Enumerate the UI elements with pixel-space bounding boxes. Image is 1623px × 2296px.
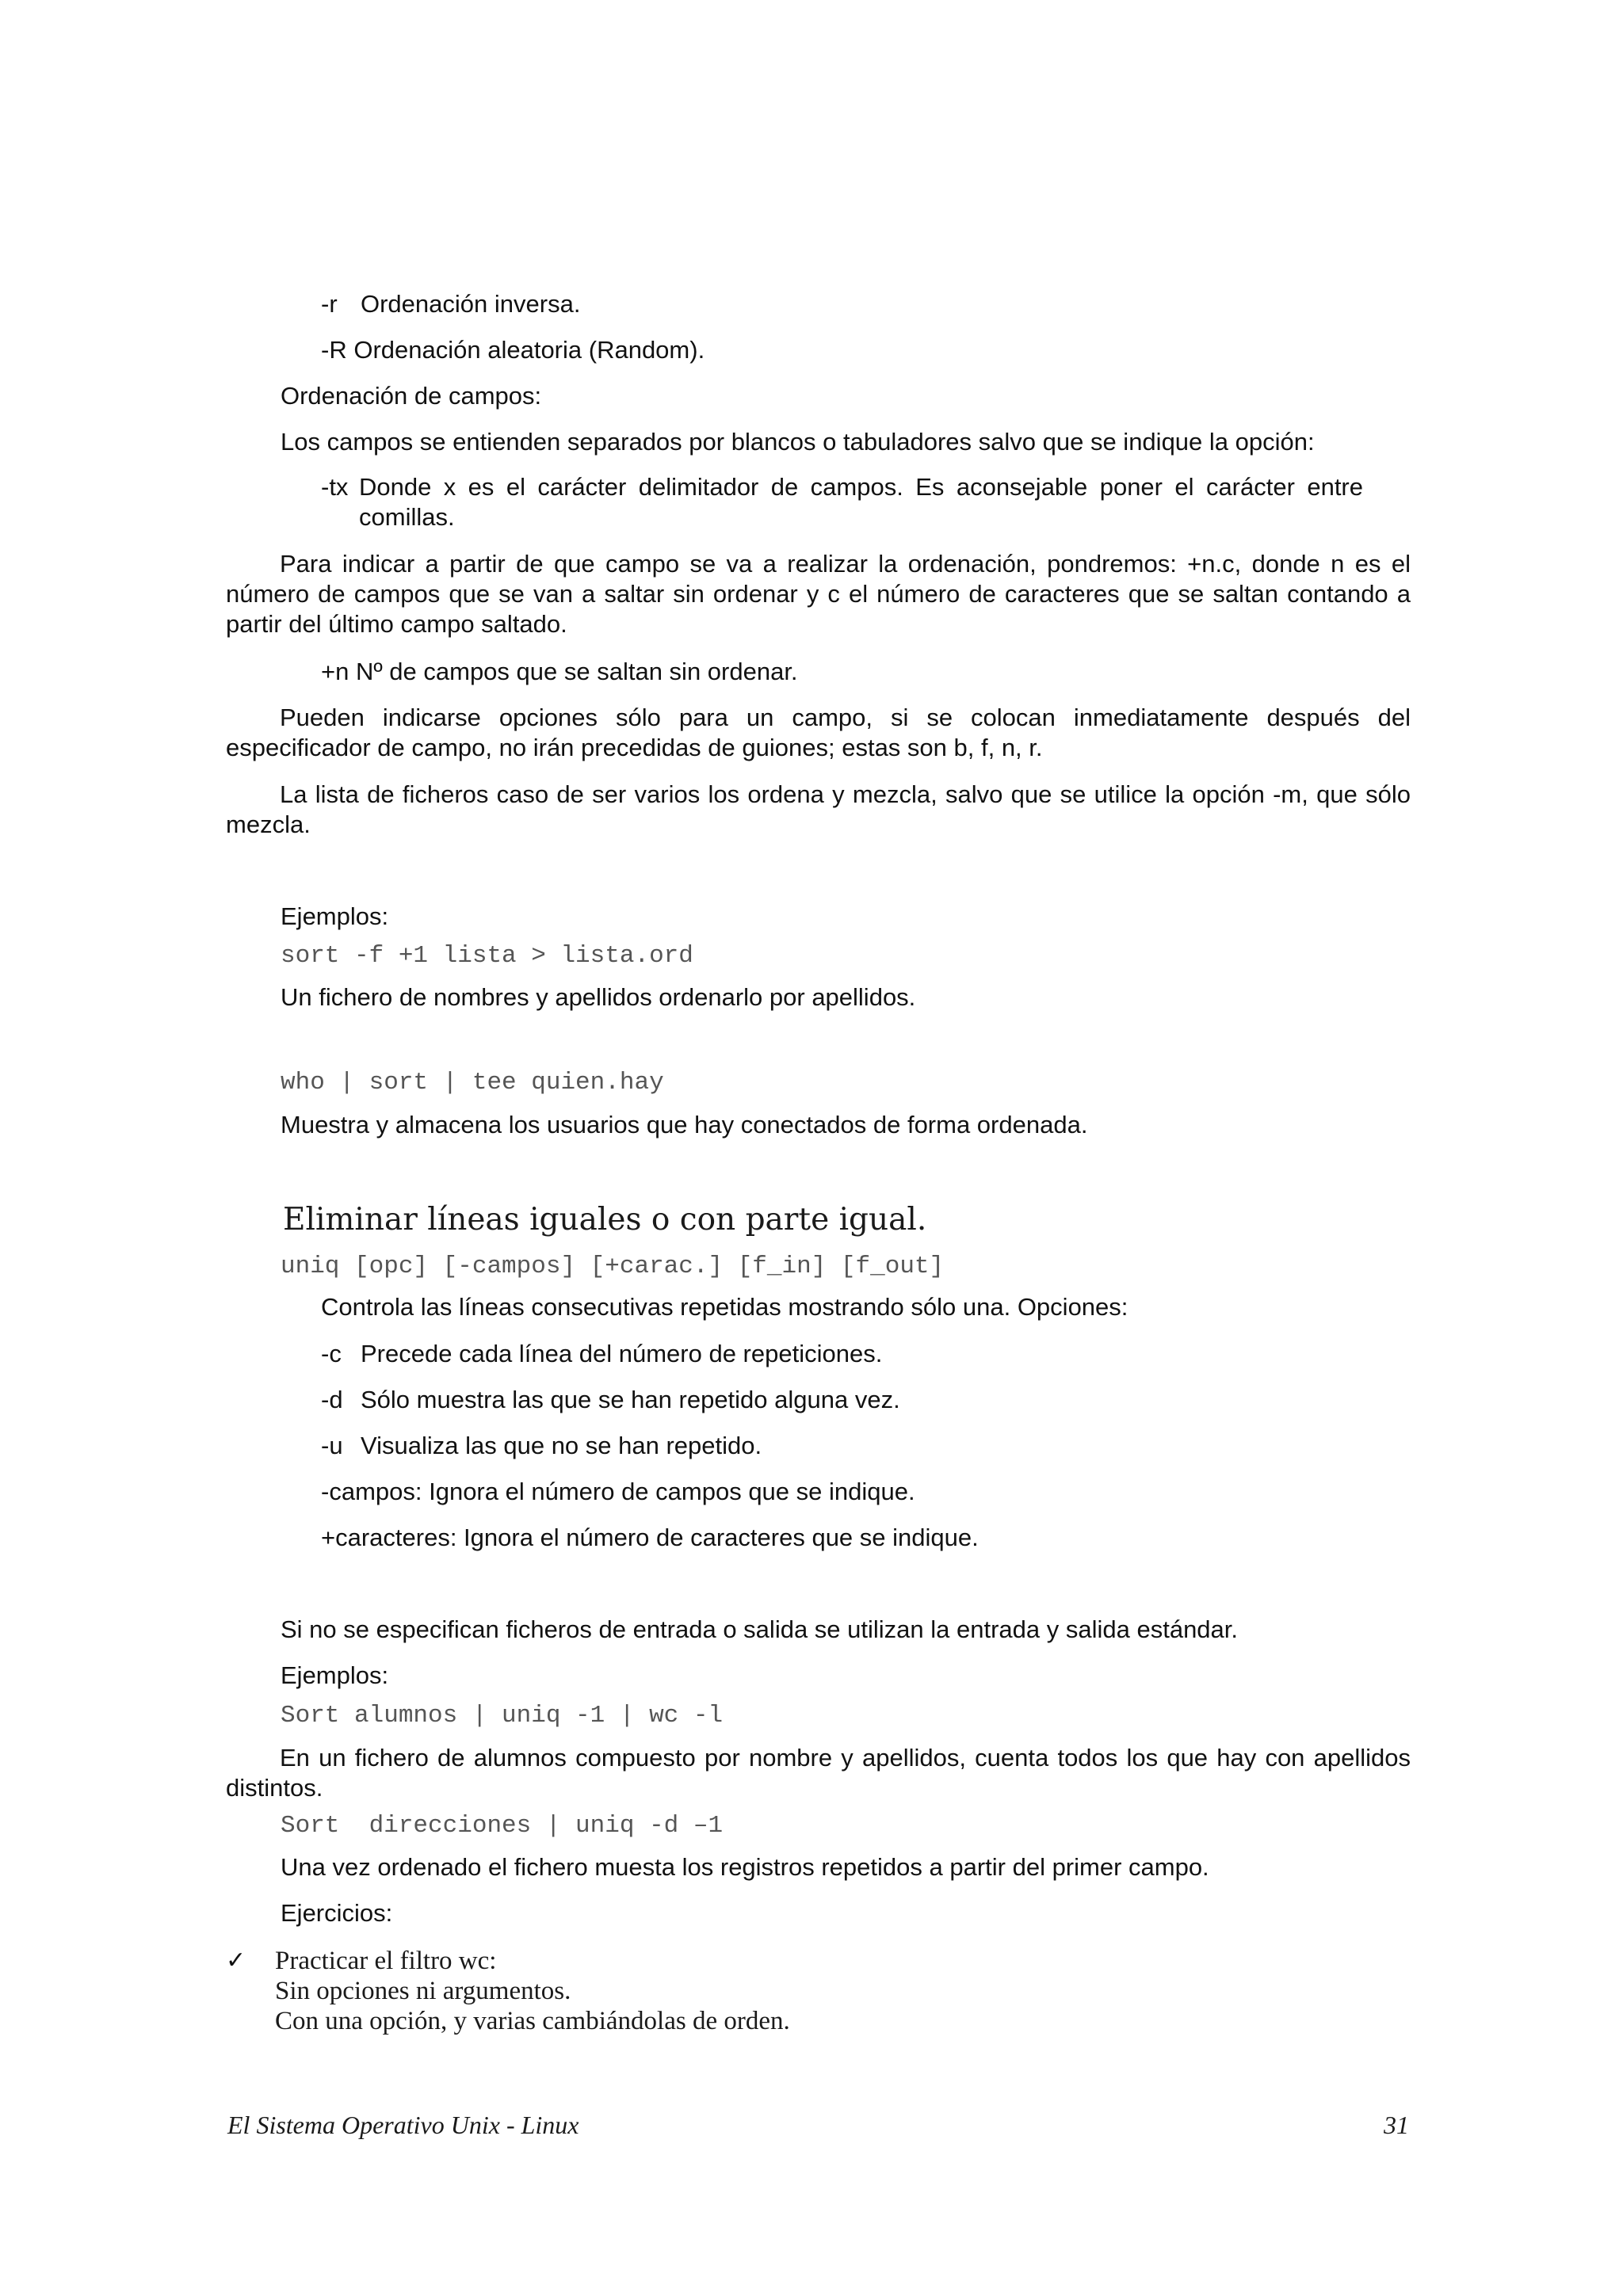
uniq-option-c bbox=[321, 1339, 882, 1369]
exercise-line: Con una opción, y varias cambiándolas de orden. bbox=[275, 2007, 790, 2035]
paragraph-field-options bbox=[226, 703, 1411, 763]
paragraph-text: Para indicar a partir de que campo se va a realizar la ordenación, pondremos: +n.c, donde n es el número de campos que se van a saltar sin ordenar y c el número de caracteres que se saltan contando a partir del último campo saltado. bbox=[226, 550, 1411, 638]
code-uniq-syntax: uniq [opc] [-campos] [+carac.] [f_in] [f_out] bbox=[281, 1253, 945, 1280]
code-uniq-example-2: Sort direcciones | uniq -d –1 bbox=[281, 1812, 724, 1840]
option-tx bbox=[321, 472, 1363, 532]
examples-label: Ejemplos: bbox=[281, 902, 389, 930]
uniq-example-1-description bbox=[226, 1743, 1411, 1803]
code-sort-example-1: sort -f +1 lista > lista.ord bbox=[281, 942, 693, 970]
sort-example-1-description: Un fichero de nombres y apellidos ordenarlo por apellidos. bbox=[281, 983, 916, 1011]
page-number: 31 bbox=[1384, 2111, 1409, 2139]
footer-title: El Sistema Operativo Unix - Linux bbox=[227, 2111, 579, 2139]
uniq-option-caracteres: +caracteres: Ignora el número de caracteres que se indique. bbox=[321, 1524, 979, 1551]
paragraph-text: La lista de ficheros caso de ser varios los ordena y mezcla, salvo que se utilice la opción -m, que sólo mezcla. bbox=[226, 780, 1411, 838]
code-sort-example-2: who | sort | tee quien.hay bbox=[281, 1069, 664, 1097]
uniq-intro: Controla las líneas consecutivas repetidas mostrando sólo una. Opciones: bbox=[321, 1293, 1128, 1321]
paragraph-text: En un fichero de alumnos compuesto por nombre y apellidos, cuenta todos los que hay con apellidos distintos. bbox=[226, 1744, 1411, 1802]
section-heading-uniq: Eliminar líneas iguales o con parte igual. bbox=[283, 1202, 927, 1238]
option-r bbox=[321, 289, 580, 319]
checkmark-icon: ✓ bbox=[226, 1947, 246, 1974]
option-text: Sólo muestra las que se han repetido alguna vez. bbox=[361, 1386, 900, 1413]
exercise-item bbox=[275, 1946, 790, 2036]
option-flag: -R bbox=[321, 336, 347, 364]
paragraph-nc bbox=[226, 549, 1411, 639]
option-R bbox=[321, 335, 705, 365]
exercise-line: Sin opciones ni argumentos. bbox=[275, 1977, 571, 2005]
uniq-option-d bbox=[321, 1385, 900, 1415]
option-text: Donde x es el carácter delimitador de campos. Es aconsejable poner el carácter entre comillas. bbox=[359, 473, 1363, 531]
option-flag: -tx bbox=[321, 473, 349, 501]
sort-example-2-description: Muestra y almacena los usuarios que hay conectados de forma ordenada. bbox=[281, 1111, 1088, 1138]
option-n: +n Nº de campos que se saltan sin ordenar. bbox=[321, 658, 798, 685]
paragraph-file-list bbox=[226, 780, 1411, 840]
option-flag: -r bbox=[321, 290, 338, 318]
fields-heading: Ordenación de campos: bbox=[281, 382, 542, 410]
option-text: Visualiza las que no se han repetido. bbox=[361, 1432, 762, 1459]
option-text: Precede cada línea del número de repeticiones. bbox=[361, 1340, 883, 1367]
option-flag: -u bbox=[321, 1432, 343, 1459]
option-flag: -c bbox=[321, 1340, 342, 1367]
uniq-option-campos: -campos: Ignora el número de campos que se indique. bbox=[321, 1478, 915, 1505]
exercises-label: Ejercicios: bbox=[281, 1899, 393, 1927]
uniq-examples-label: Ejemplos: bbox=[281, 1661, 389, 1689]
uniq-option-u bbox=[321, 1431, 762, 1461]
uniq-example-2-description: Una vez ordenado el fichero muesta los registros repetidos a partir del primer campo. bbox=[281, 1853, 1209, 1881]
option-text: Ordenación aleatoria (Random). bbox=[353, 336, 705, 364]
uniq-std-note: Si no se especifican ficheros de entrada o salida se utilizan la entrada y salida estándar. bbox=[281, 1615, 1239, 1643]
code-uniq-example-1: Sort alumnos | uniq -1 | wc -l bbox=[281, 1702, 724, 1730]
fields-intro: Los campos se entienden separados por blancos o tabuladores salvo que se indique la opción: bbox=[281, 428, 1315, 456]
option-flag: -d bbox=[321, 1386, 343, 1413]
option-text: Ordenación inversa. bbox=[361, 290, 581, 318]
exercise-line: Practicar el filtro wc: bbox=[275, 1947, 497, 1975]
paragraph-text: Pueden indicarse opciones sólo para un campo, si se colocan inmediatamente después del especificador de campo, no irán precedidas de guiones; estas son b, f, n, r. bbox=[226, 704, 1411, 761]
